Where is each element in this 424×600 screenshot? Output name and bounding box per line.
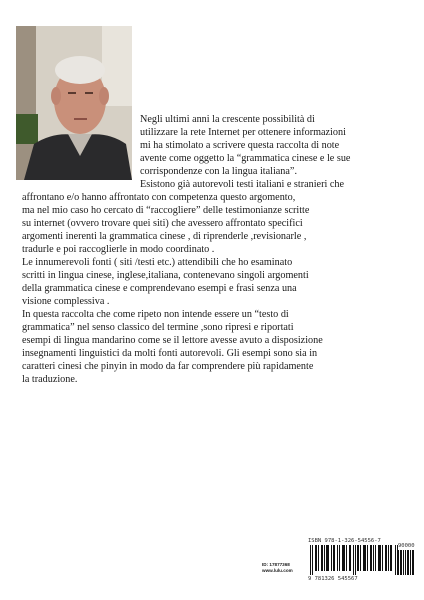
text-line: avente come oggetto la “grammatica cinese e le sue <box>140 153 351 164</box>
text-line: esempi di lingua mandarino come se il lettore avesse avuto a disposizione <box>22 335 323 346</box>
publisher-id: ID: 17877368 <box>262 562 290 567</box>
barcode-number: 9 781326 545567 <box>308 576 358 582</box>
text-line: tradurle e poi raccoglierle in modo coordinato . <box>22 244 215 255</box>
text-line: affrontano e/o hanno affrontato con competenza questo argomento, <box>22 192 296 203</box>
portrait-image <box>16 26 132 180</box>
text-line: visione complessiva . <box>22 296 110 307</box>
text-line: Negli ultimi anni la crescente possibilità di <box>140 114 315 125</box>
barcode-icon <box>310 545 398 575</box>
text-line: utilizzare la rete Internet per ottenere informazioni <box>140 127 346 138</box>
text-line: mi ha stimolato a scrivere questa raccolta di note <box>140 140 340 151</box>
isbn-text: ISBN 978-1-326-54556-7 <box>308 538 381 544</box>
text-line: In questa raccolta che come ripeto non intende essere un “testo di <box>22 309 289 320</box>
text-line: grammatica” nel senso classico del termine ,sono ripresi e riportati <box>22 322 294 333</box>
text-line: su internet (ovvero trovare quei siti) che avessero affrontato specifici <box>22 218 303 229</box>
publisher-info <box>262 562 293 574</box>
text-line: caratteri cinesi che pinyin in modo da far comprendere più rapidamente <box>22 361 314 372</box>
text-line: corrispondenze con la lingua italiana”. <box>140 166 297 177</box>
text-line: Esistono già autorevoli testi italiani e stranieri che <box>140 179 344 190</box>
price-code: 90000 <box>398 543 415 549</box>
author-photo <box>16 26 132 180</box>
text-line: insegnamenti linguistici da molti fonti autorevoli. Gli esempi sono sia in <box>22 348 318 359</box>
text-line: la traduzione. <box>22 374 78 385</box>
text-line: argomenti inerenti la grammatica cinese , di riprenderle ,revisionarle , <box>22 231 307 242</box>
price-barcode-icon <box>398 550 414 575</box>
text-line: ma nel mio caso ho cercato di “raccogliere” delle testimonianze scritte <box>22 205 310 216</box>
publisher-site: www.lulu.com <box>262 568 293 573</box>
text-line: della grammatica cinese e comprendevano esempi e frasi senza una <box>22 283 297 294</box>
text-line: scritti in lingua cinese, inglese,italiana, contenevano singoli argomenti <box>22 270 309 281</box>
text-line: Le innumerevoli fonti ( siti /testi etc.) attendibili che ho esaminato <box>22 257 293 268</box>
